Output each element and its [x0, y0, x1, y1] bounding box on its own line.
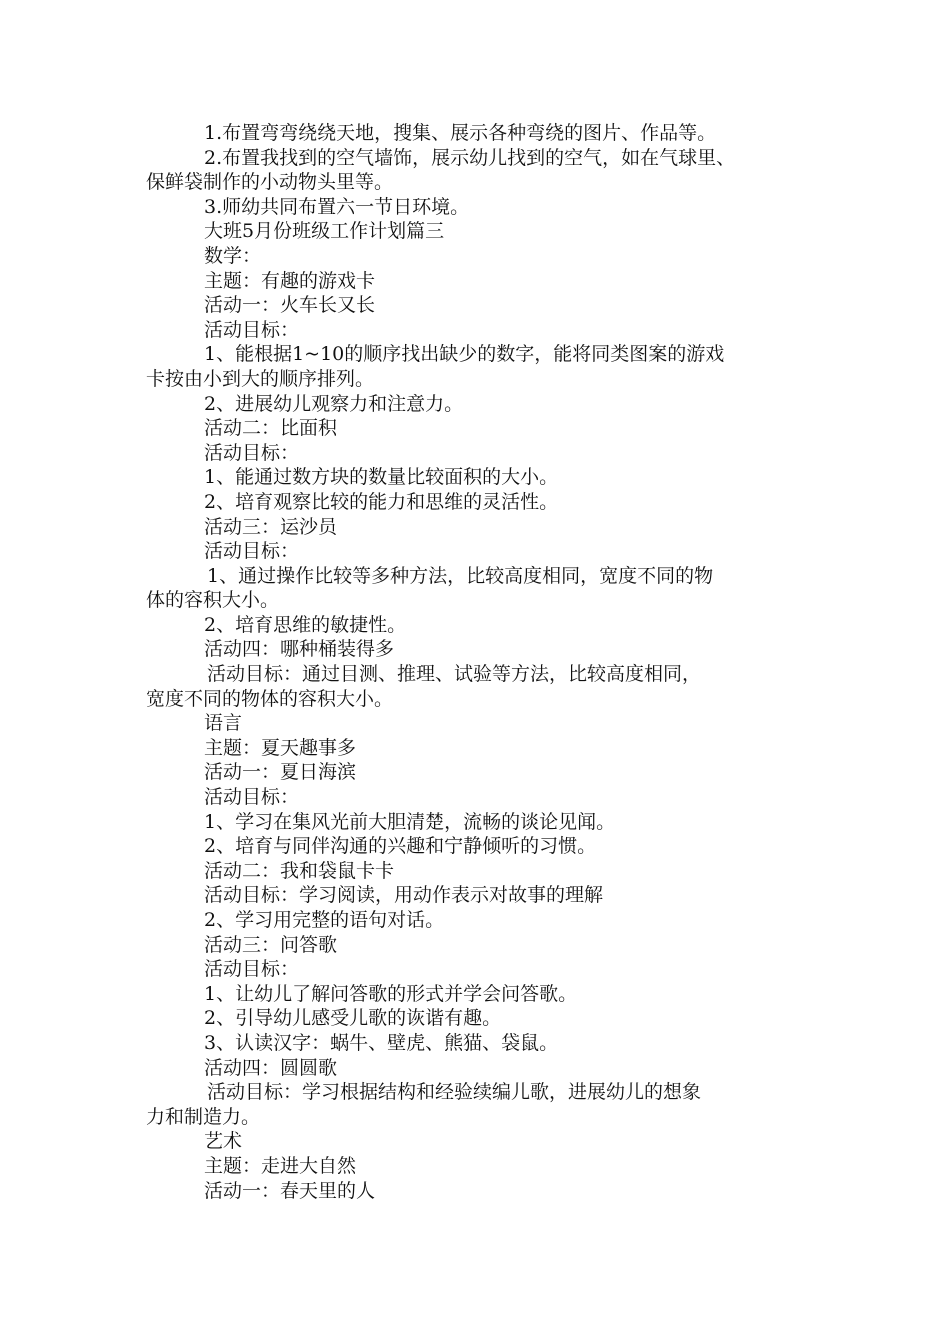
text-line: 语言	[204, 712, 243, 735]
text-line: 活动一：夏日海滨	[204, 761, 357, 784]
text-line: 活动二：我和袋鼠卡卡	[204, 859, 395, 882]
text-line: 活动目标：	[204, 540, 300, 563]
text-line: 2、学习用完整的语句对话。	[204, 909, 445, 931]
text-line: 2、培育与同伴沟通的兴趣和宁静倾听的习惯。	[204, 835, 597, 858]
text-line: 主题：走进大自然	[204, 1154, 357, 1177]
text-line: 大班5月份班级工作计划篇三	[204, 220, 445, 243]
text-line: 1、学习在集风光前大胆清楚，流畅的谈论见闻。	[204, 810, 616, 833]
text-line: 1.布置弯弯绕绕天地，搜集、展示各种弯绕的图片、作品等。	[204, 122, 717, 144]
text-line: 1、能通过数方块的数量比较面积的大小。	[204, 466, 559, 489]
text-line: 1、通过操作比较等多种方法，比较高度相同，宽度不同的物	[207, 564, 714, 587]
text-line: 活动目标：	[204, 318, 300, 341]
text-line: 2、培育思维的敏捷性。	[204, 613, 407, 636]
text-line: 3.师幼共同布置六一节日环境。	[204, 195, 470, 218]
text-line: 活动目标：	[204, 786, 300, 809]
text-line: 活动四：哪种桶装得多	[204, 638, 395, 661]
text-line: 主题：夏天趣事多	[204, 736, 357, 759]
text-line: 活动二：比面积	[204, 417, 338, 440]
text-line: 2、引导幼儿感受儿歌的诙谐有趣。	[204, 1007, 502, 1030]
text-line: 保鲜袋制作的小动物头里等。	[146, 171, 394, 194]
text-line: 活动目标：	[204, 958, 300, 981]
text-line: 数学：	[204, 244, 262, 267]
text-line: 2、培育观察比较的能力和思维的灵活性。	[204, 490, 559, 513]
text-line: 活动四：圆圆歌	[204, 1056, 338, 1079]
text-line: 活动一：春天里的人	[204, 1179, 376, 1202]
text-line: 3、认读汉字：蜗牛、壁虎、熊猫、袋鼠。	[204, 1031, 559, 1054]
text-line: 活动三：问答歌	[204, 933, 338, 956]
text-line: 宽度不同的物体的容积大小。	[146, 687, 394, 710]
text-line: 活动目标：学习根据结构和经验续编儿歌，进展幼儿的想象	[207, 1081, 702, 1104]
document-body	[146, 121, 826, 1203]
text-line: 卡按由小到大的顺序排列。	[146, 367, 375, 390]
text-line: 1、能根据1~10的顺序找出缺少的数字，能将同类图案的游戏	[204, 343, 725, 366]
text-line: 活动三：运沙员	[204, 515, 338, 538]
text-line: 艺术	[204, 1130, 243, 1153]
text-line: 力和制造力。	[146, 1105, 261, 1128]
text-line: 主题：有趣的游戏卡	[204, 269, 376, 292]
text-line: 体的容积大小。	[146, 589, 280, 612]
text-line: 2.布置我找到的空气墙饰，展示幼儿找到的空气，如在气球里、	[204, 146, 736, 169]
text-line: 活动目标：	[204, 441, 300, 464]
text-line: 活动目标：通过目测、推理、试验等方法，比较高度相同，	[207, 663, 702, 686]
text-line: 活动一：火车长又长	[204, 294, 376, 317]
text-line: 2、进展幼儿观察力和注意力。	[204, 392, 464, 415]
text-line: 活动目标：学习阅读，用动作表示对故事的理解	[204, 884, 604, 907]
text-line: 1、让幼儿了解问答歌的形式并学会问答歌。	[204, 982, 578, 1005]
